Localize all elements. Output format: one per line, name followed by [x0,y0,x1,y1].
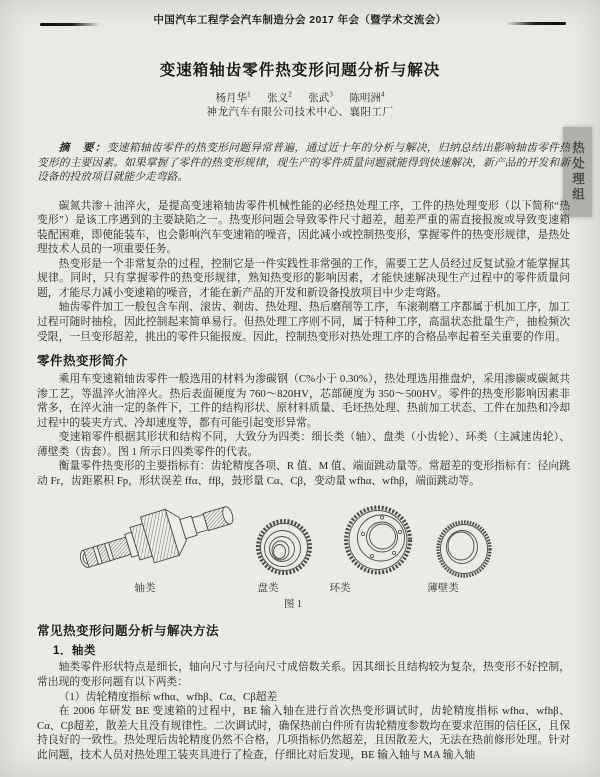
conference-header: 中国汽车工程学会汽车制造分会 2017 年会（暨学术交流会） [153,14,447,26]
section1-paragraph: 变速箱零件根据其形状和结构不同，大致分为四类：细长类（轴）、盘类（小齿轮）、环类（主减速齿轮）、薄壁类（齿套）。图 1 所示日四类零件的代表。 [37,431,570,458]
subsection-heading-shaft-type: 1．轴类 [53,645,96,658]
figure-label-ring: 环类 [329,583,351,595]
abstract-paragraph [37,141,570,185]
section2-paragraph: 轴类零件形状特点是细长，轴向尺寸与径向尺寸成倍数关系。因其细长且结构较为复杂，热变形不好控制，常出现的变形问题有以下两类： [37,661,570,689]
authors-line [0,90,600,105]
ring-gear-drawing [342,504,416,576]
section2-list-item: （1）齿轮精度指标 wfhα、wfhβ、Cα、Cβ超差 [58,690,278,703]
figure-caption: 图 1 [283,599,303,611]
section2-paragraph: 在 2006 年研发 BE 变速箱的过程中，BE 输入轴在进行首次热变形调试时，齿轮精度指标 wfhα、wfhβ、Cα、Cβ超差，散差大且没有规律性。二次调试时，确保热前白件所有齿轮精度参数均在要求范围的信任区，且保持良好的一致性。热处理后齿轮精度仍然不合格，几项指标仍然超差，且因散差大，无法在热前修形处理。针对此问题，技术人员对热处理工装夹具进行了检查，仔细比对后发现，BE 输入轴与 MA 输入轴 [37,705,571,761]
figure-label-shaft: 轴类 [134,583,156,595]
disc-gear-drawing [255,510,313,584]
side-tab-label: 热处理组 [570,141,585,203]
section-heading-deformation-intro: 零件热变形简介 [37,354,129,369]
thin-wall-sleeve-drawing [435,518,493,580]
figure-label-thin-wall: 薄壁类 [427,583,459,595]
section-heading-common-problems: 常见热变形问题分析与解决方法 [37,624,220,639]
header-rule-right [506,22,566,25]
abstract-label: 摘 要： [58,142,107,154]
author: 张武$^3$ [308,90,333,104]
intro-paragraph: 碳氮共渗＋油淬火，是提高变速箱轴齿零件机械性能的必经热处理工序，工件的热处理变形（以下简称“热变形”）是该工序遇到的主要缺陷之一。热变形问题会导致零件尺寸超差，超差严重的需直接报废或导致变速箱装配困难，即使能装车，也会影响汽车变速箱的噪音，因此减小或控制热变形，掌握零件的热变形规律，是热处理技术人员的一项重要任务。 [37,199,570,256]
figure-1 [37,494,570,614]
paper-title: 变速箱轴齿零件热变形问题分析与解决 [159,62,441,79]
author: 陈明洲$^4$ [349,90,385,104]
shaft-part-drawing [71,496,243,578]
section1-paragraph: 衡量零件热变形的主要指标有：齿轮精度各项、R 值、M 值、端面跳动量等。常超差的变形指标有：径向跳动 Fr，齿距累积 Fp，形状误差 ffα、ffβ，鼓形量 Cα、Cβ，变动量 wfhα、wfhβ，端面跳动等。 [37,460,570,487]
author: 张义$^2$ [267,90,292,104]
affiliation: 神龙汽车有限公司技术中心、襄阳工厂 [206,107,394,118]
figure-label-disc: 盘类 [257,583,279,595]
section1-paragraph: 乘用车变速箱轴齿零件一般选用的材料为渗碳钢（C%小于 0.30%），热处理选用推盘炉，采用渗碳或碳氮共渗工艺，等温淬火油淬火。热后表面硬度为 760～820HV，芯部硬度为 350～500HV。零件的热变形影响因素非常多，在淬火油一定的条件下，工件的结构形状、原材料质量、毛坯热处理、热前加工状态、工件在加热和冷却过程中的装夹方式、冷却速度等，都有可能引起变形异常。 [37,373,570,429]
author: 杨月华$^1$ [215,90,251,104]
intro-paragraph: 热变形是一个非常复杂的过程，控制它是一件实践性非常强的工作，需要工艺人员经过反复试验才能掌握其规律。同时，只有掌握零件的热变形规律，熟知热变形的影响因素，才能快速解决现生产过程中的零件质量问题，才能尽力减小变速箱的噪音，才能在新产品的开发和新设备投放项目中少走弯路。 [37,257,570,299]
page-content [37,141,570,762]
abstract-text: 变速箱轴齿零件的热变形问题异常普遍，通过近十年的分析与解决，归纳总结出影响轴齿零件热变形的主要因素。如果掌握了零件的热变形规律，现生产的零件质量问题就能得到快速解决，新产品的开发和新设备的投放项目就能少走弯路。 [37,142,571,184]
intro-paragraph: 轴齿零件加工一般包含车削、滚齿、剃齿、热处理、热后磨削等工序，车滚剃磨工序都属于机加工序，加工过程可随时抽检，因此控制起来简单易行。但热处理工序则不同，属于特种工序，高温状态批量生产，抽检频次受限，一旦变形超差，挑出的零件只能报废。因此，控制热变形对热处理工序的合格品率起着至关重要的作用。 [37,301,570,343]
